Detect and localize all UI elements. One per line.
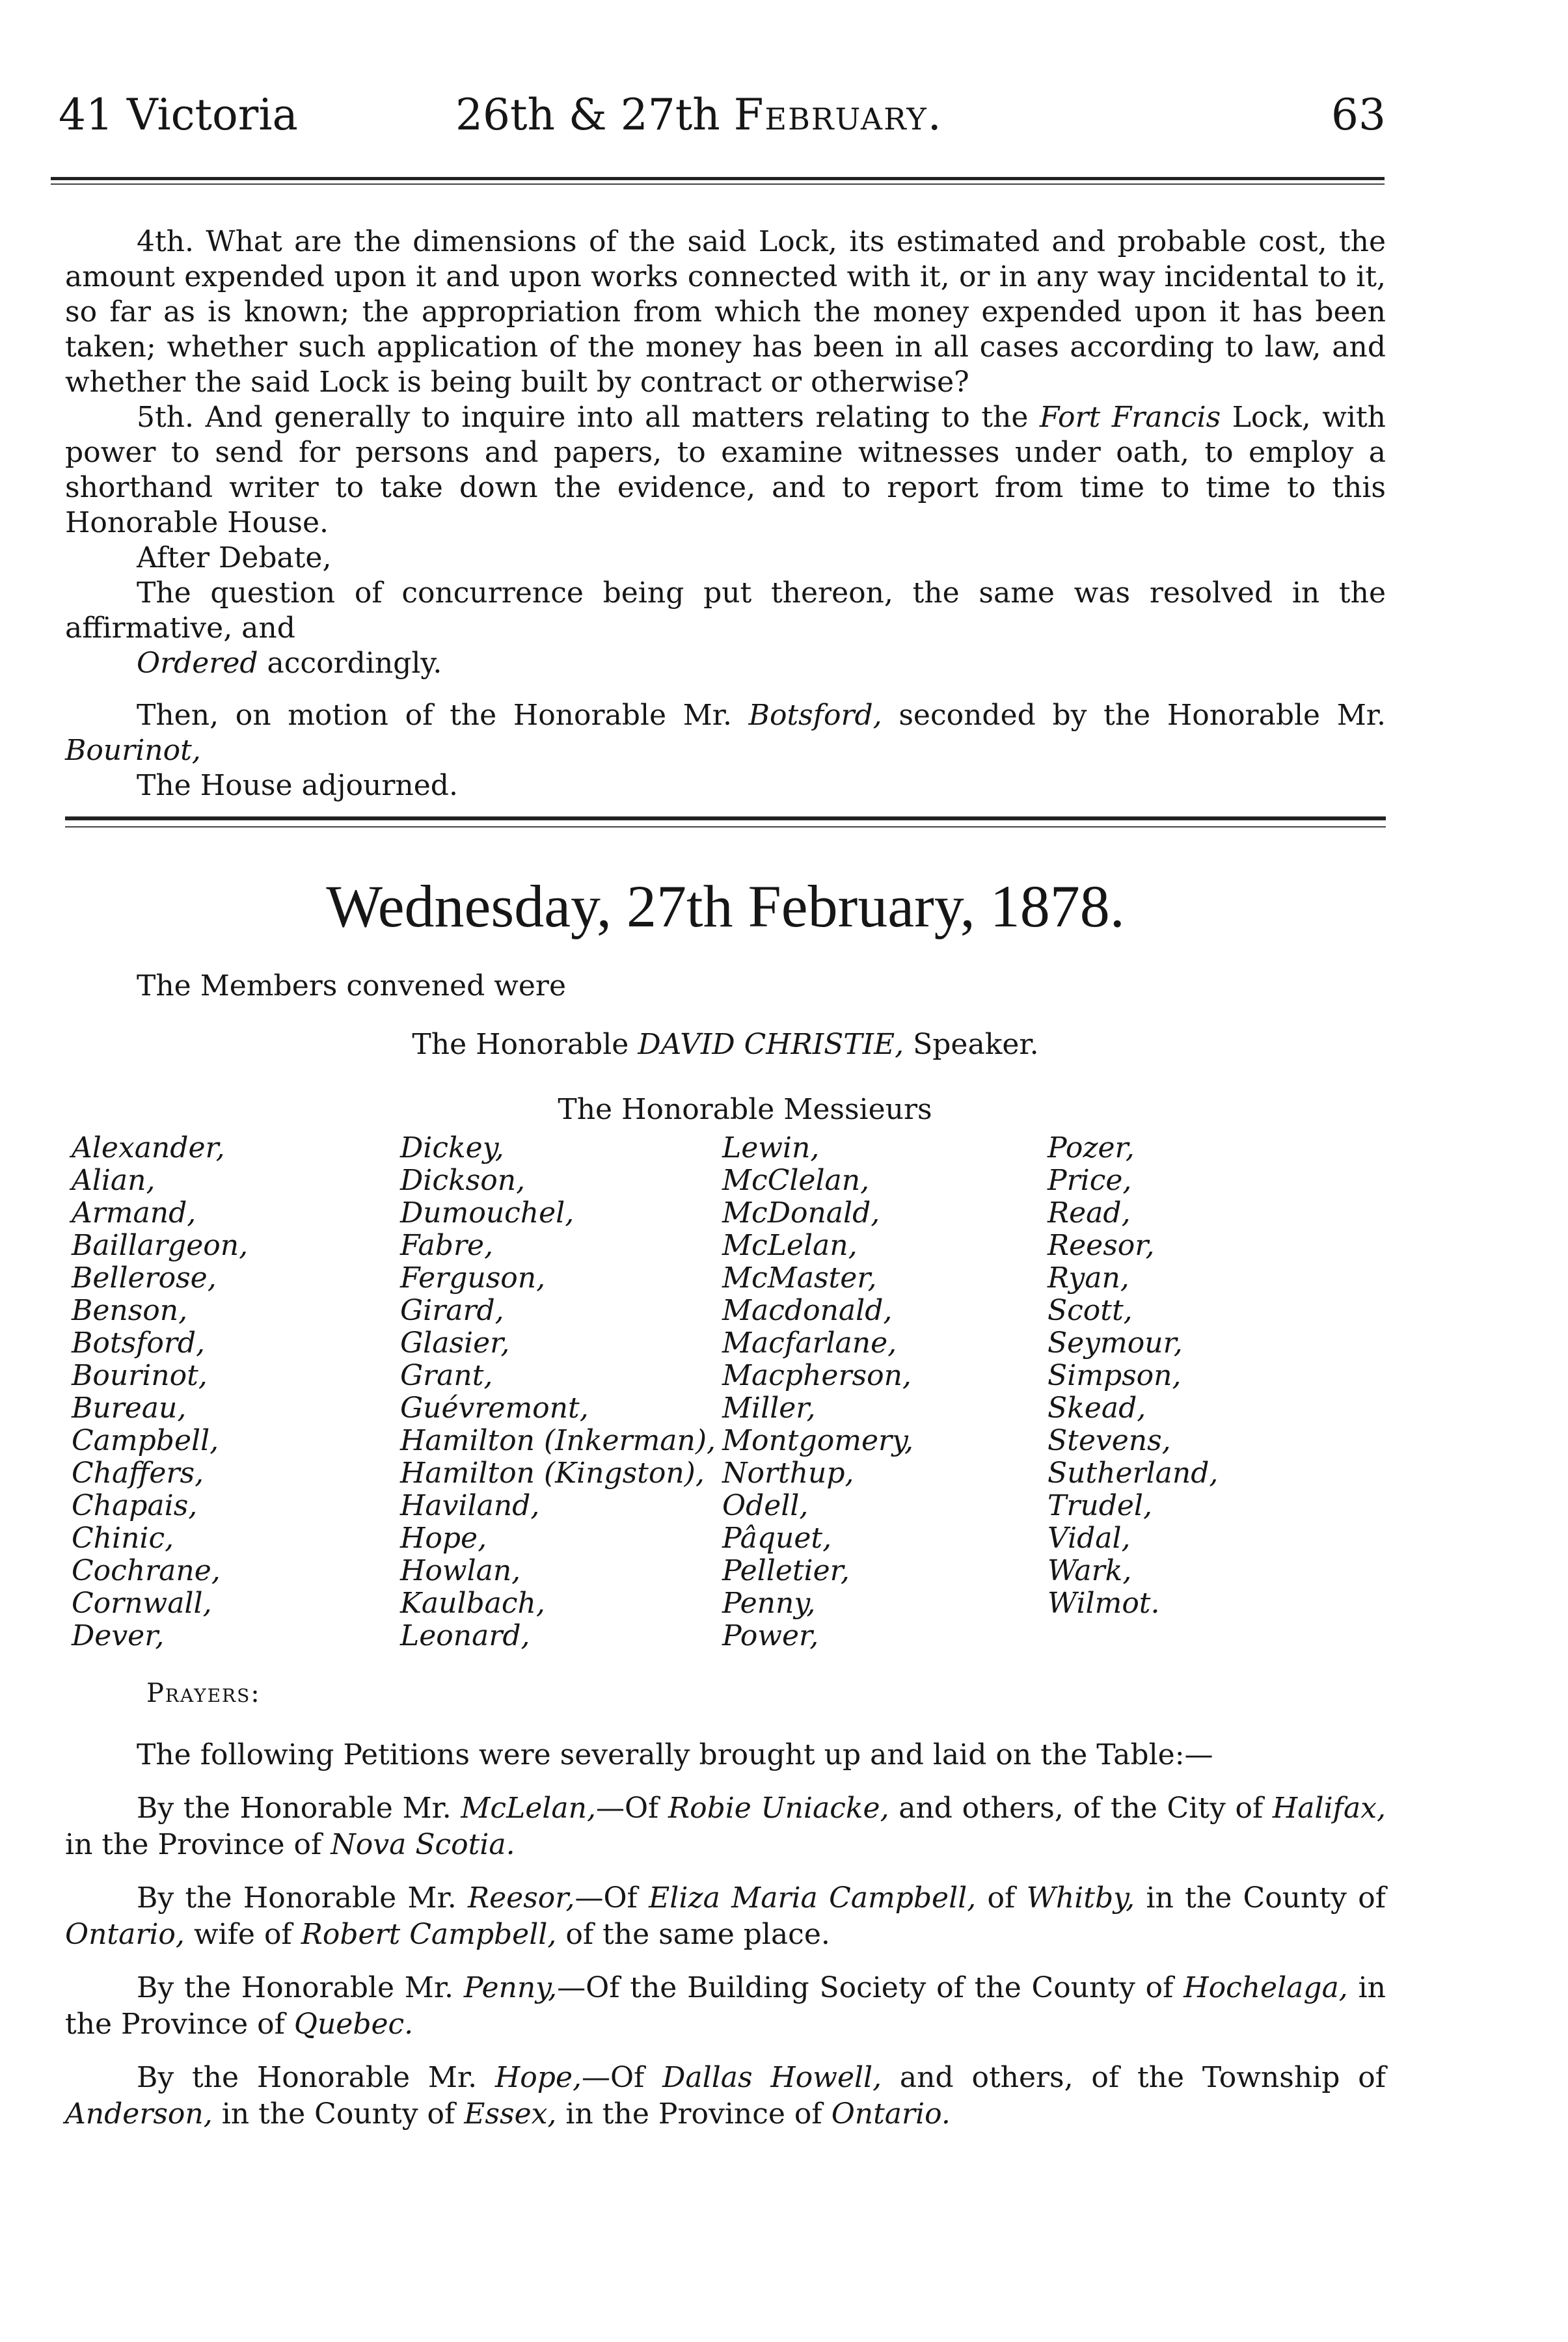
adjourned-line: The House adjourned.	[137, 769, 458, 802]
member-name: Dickey,	[400, 1131, 504, 1164]
place-name: Halifax,	[1272, 1792, 1386, 1825]
paragraph-5th	[65, 400, 1386, 541]
member-name: Hamilton (Inkerman),	[400, 1424, 716, 1457]
after-debate: After Debate,	[137, 541, 332, 574]
member-name: Bourinot,	[72, 1359, 208, 1392]
roll-column-3	[722, 1132, 913, 1652]
messieurs-heading: The Honorable Messieurs	[558, 1093, 932, 1126]
member-name: Reesor,	[1048, 1229, 1155, 1262]
petition-text: in the Province of	[65, 1971, 1386, 2041]
member-name: Stevens,	[1048, 1424, 1171, 1457]
petition-text: wife of	[184, 1918, 301, 1951]
running-header	[52, 90, 1386, 148]
member-name: Baillargeon,	[72, 1229, 249, 1262]
member-name: Skead,	[1048, 1392, 1146, 1425]
motion-text: seconded by the Honorable Mr.	[882, 699, 1386, 732]
petition-text: and others, of the City of	[889, 1792, 1273, 1825]
place-name: Quebec.	[293, 2008, 414, 2041]
adjournment-motion	[65, 698, 1386, 768]
petition-text: —Of the Building Society of the County of	[557, 1971, 1184, 2004]
member-name: Dickson,	[400, 1164, 526, 1197]
place-name: Essex,	[464, 2097, 557, 2131]
header-regnal-year: 41 Victoria	[59, 90, 298, 140]
paragraph-text: And generally to inquire into all matters relating to the	[205, 401, 1040, 434]
petition-text: of	[976, 1881, 1027, 1915]
roll-column-4	[1048, 1132, 1218, 1620]
member-name: Lewin,	[722, 1131, 820, 1164]
member-name: Chinic,	[72, 1522, 174, 1555]
speaker-name: DAVID CHRISTIE,	[638, 1028, 904, 1061]
member-name: Northup,	[722, 1457, 854, 1490]
member-name: Chaffers,	[72, 1457, 204, 1490]
prayers-heading: Prayers:	[146, 1678, 261, 1708]
previous-day-text	[65, 224, 1386, 803]
member-name: Penny,	[722, 1587, 816, 1620]
member-name: Girard,	[400, 1294, 504, 1327]
section-divider-thin	[65, 826, 1386, 828]
speaker-suffix: Speaker.	[904, 1028, 1039, 1061]
member-name: Macpherson,	[722, 1359, 912, 1392]
header-rule-thin	[51, 183, 1385, 185]
person-name: Robert Campbell,	[301, 1918, 557, 1951]
ordered-rest: accordingly.	[258, 647, 442, 680]
paragraph-text: Lock, with power to send for persons and papers, to examine witnesses under oath, to employ a shorthand writer to take down the evidence, and to report from time to time to this Honorable House.	[65, 401, 1386, 539]
place-name: Whitby,	[1026, 1881, 1135, 1915]
place-name: Ontario.	[831, 2097, 951, 2131]
member-name: Hamilton (Kingston),	[400, 1457, 705, 1490]
petition-text: in the Province of	[556, 2097, 831, 2131]
member-name: Pozer,	[1048, 1131, 1135, 1164]
member-name: Macdonald,	[722, 1294, 893, 1327]
motion-text: Then, on motion of the Honorable Mr.	[137, 699, 749, 732]
petition-text: By the Honorable Mr.	[137, 1971, 464, 2004]
petition-text: and others, of the Township of	[882, 2061, 1386, 2094]
member-name: Grant,	[400, 1359, 493, 1392]
member-name: Seymour,	[1048, 1326, 1183, 1360]
place-name: Anderson,	[65, 2097, 213, 2131]
member-name: Simpson,	[1048, 1359, 1182, 1392]
petition-item	[65, 1880, 1386, 1953]
day-heading: Wednesday, 27th February, 1878.	[326, 873, 1125, 939]
seconder-name: Bourinot,	[65, 734, 201, 767]
member-name: Pelletier,	[722, 1554, 850, 1587]
member-name: Vidal,	[1048, 1522, 1131, 1555]
petition-text: By the Honorable Mr.	[137, 1881, 468, 1915]
member-name: Benson,	[72, 1294, 188, 1327]
member-name: Wilmot.	[1048, 1587, 1160, 1620]
member-name: Cornwall,	[72, 1587, 212, 1620]
member-name: Miller,	[722, 1392, 816, 1425]
member-name: Bureau,	[72, 1392, 187, 1425]
member-name: Macfarlane,	[722, 1326, 897, 1360]
member-name: McClelan,	[722, 1164, 870, 1197]
ordered-line	[65, 646, 1386, 681]
section-divider	[65, 816, 1386, 820]
member-name: Hope,	[400, 1522, 487, 1555]
member-name: Dumouchel,	[400, 1196, 574, 1230]
header-dates	[455, 90, 943, 140]
petition-text: —Of	[595, 1792, 668, 1825]
member-name: McLelan,	[722, 1229, 858, 1262]
member-name: Haviland,	[400, 1489, 540, 1522]
member-name: Kaulbach,	[400, 1587, 545, 1620]
member-name: Dever,	[72, 1619, 165, 1652]
member-name: Armand,	[72, 1196, 196, 1230]
member-name: Campbell,	[72, 1424, 219, 1457]
petition-text: By the Honorable Mr.	[137, 2061, 495, 2094]
petitions-intro: The following Petitions were severally brought up and laid on the Table:—	[137, 1738, 1213, 1771]
place-name: Hochelaga,	[1183, 1971, 1348, 2004]
paragraph-text: What are the dimensions of the said Lock, its estimated and probable cost, the amount expended upon it and upon works connected with it, or in any way incidental to it, so far as is known; the appropriation from which the money expended upon it has been taken; whether such application of the money has been in all cases according to law, and whether the said Lock is being built by contract or otherwise?	[65, 225, 1386, 399]
member-name: Read,	[1048, 1196, 1131, 1230]
petition-text: —Of	[581, 2061, 663, 2094]
petition-text: in the Province of	[65, 1828, 331, 1861]
member-name: Ryan,	[1048, 1261, 1129, 1295]
member-name: Alexander,	[72, 1131, 225, 1164]
member-name: McMaster,	[722, 1261, 877, 1295]
header-rule	[51, 177, 1385, 180]
paragraph-4th	[65, 224, 1386, 400]
ordered-word: Ordered	[137, 647, 258, 680]
mover-name: Botsford,	[748, 699, 882, 732]
petition-item	[65, 1790, 1386, 1863]
member-name: Trudel,	[1048, 1489, 1152, 1522]
member-name: McDonald,	[722, 1196, 880, 1230]
member-name: Alian,	[72, 1164, 155, 1197]
petitioner-name: Eliza Maria Campbell,	[649, 1881, 977, 1915]
petition-text: of the same place.	[556, 1918, 830, 1951]
member-name: Guévremont,	[400, 1392, 589, 1425]
petition-text: in the County of	[1135, 1881, 1386, 1915]
member-name: Pâquet,	[722, 1522, 832, 1555]
member-ref: Penny,	[463, 1971, 558, 2004]
roll-column-2	[400, 1132, 716, 1652]
member-name: Price,	[1048, 1164, 1132, 1197]
paragraph-number: 5th.	[137, 401, 194, 434]
member-name: Scott,	[1048, 1294, 1133, 1327]
petitioner-name: Robie Uniacke,	[668, 1792, 889, 1825]
member-name: Botsford,	[72, 1326, 206, 1360]
page-number: 63	[1331, 90, 1386, 140]
petition-text: —Of	[574, 1881, 649, 1915]
petition-text: By the Honorable Mr.	[137, 1792, 461, 1825]
members-intro: The Members convened were	[137, 969, 566, 1003]
petitions-section	[65, 1737, 1386, 2133]
member-name: Cochrane,	[72, 1554, 221, 1587]
petitioner-name: Dallas Howell,	[662, 2061, 882, 2094]
header-date-prefix: 26th & 27th	[455, 90, 734, 140]
member-ref: Hope,	[494, 2061, 582, 2094]
member-ref: Reesor,	[468, 1881, 575, 1915]
member-name: Odell,	[722, 1489, 809, 1522]
member-name: Howlan,	[400, 1554, 521, 1587]
member-name: Ferguson,	[400, 1261, 546, 1295]
member-ref: McLelan,	[461, 1792, 596, 1825]
member-name: Power,	[722, 1619, 819, 1652]
petition-text: in the County of	[212, 2097, 465, 2131]
question-paragraph: The question of concurrence being put thereon, the same was resolved in the affirmative, and	[65, 576, 1386, 645]
member-name: Wark,	[1048, 1554, 1132, 1587]
roll-column-1	[72, 1132, 248, 1652]
speaker-prefix: The Honorable	[412, 1028, 638, 1061]
header-month: February.	[733, 90, 943, 140]
place-name: Ontario,	[65, 1918, 185, 1951]
member-name: Sutherland,	[1048, 1457, 1219, 1490]
petition-item	[65, 1970, 1386, 2043]
member-name: Glasier,	[400, 1326, 510, 1360]
petition-item	[65, 2060, 1386, 2133]
speaker-line	[0, 1028, 1451, 1061]
member-name: Chapais,	[72, 1489, 198, 1522]
paragraph-number: 4th.	[137, 225, 194, 258]
member-name: Leonard,	[400, 1619, 530, 1652]
lock-name: Fort Francis	[1039, 401, 1221, 434]
member-name: Montgomery,	[722, 1424, 914, 1457]
place-name: Nova Scotia.	[331, 1828, 515, 1861]
member-name: Fabre,	[400, 1229, 493, 1262]
member-name: Bellerose,	[72, 1261, 217, 1295]
